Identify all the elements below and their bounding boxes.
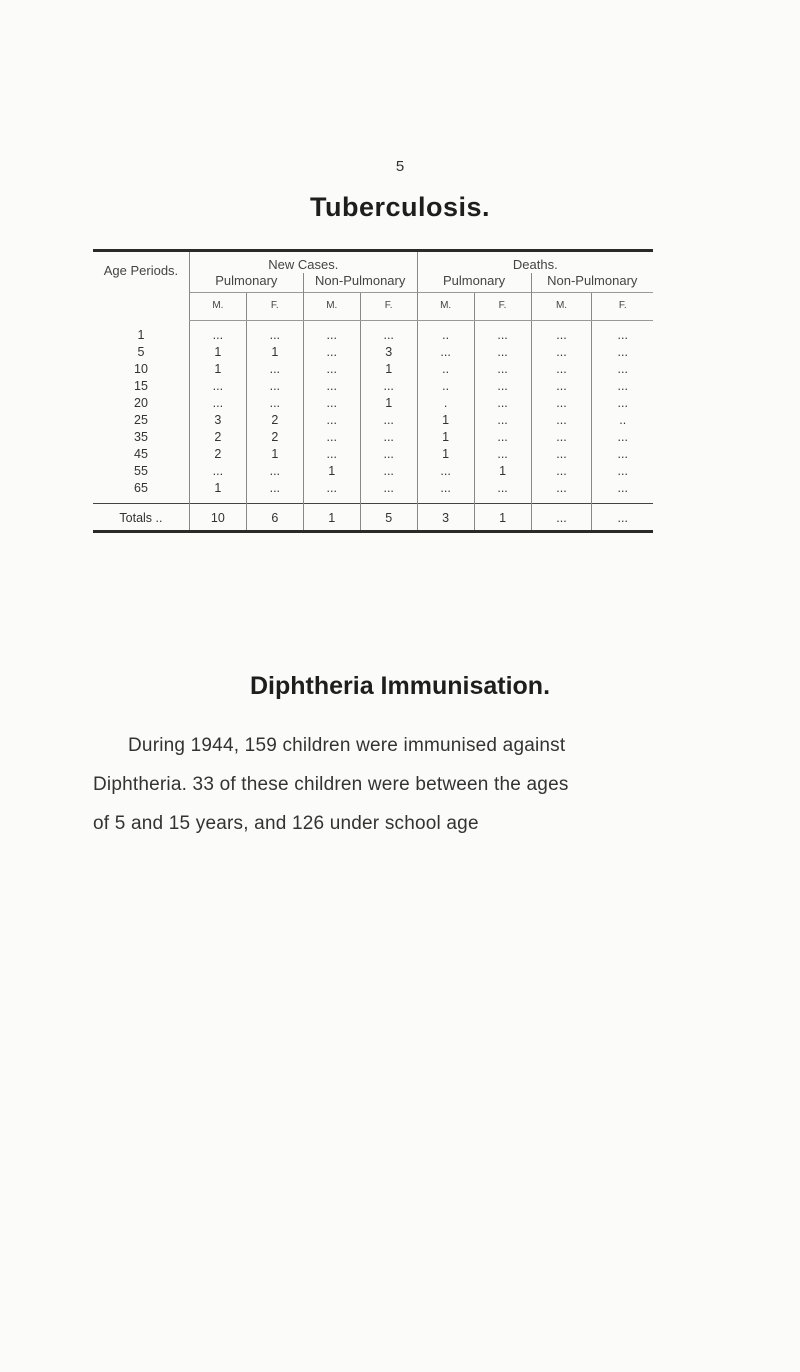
table-row [93, 361, 653, 378]
value-cell: ... [474, 412, 531, 429]
deaths-pulmonary-header: Pulmonary [417, 273, 531, 293]
value-cell: ... [592, 321, 653, 345]
value-cell: 1 [360, 361, 417, 378]
table-row [93, 395, 653, 412]
value-cell: ... [531, 480, 592, 504]
value-cell: ... [592, 463, 653, 480]
value-cell: ... [417, 463, 474, 480]
value-cell: ... [303, 321, 360, 345]
age-cell: 10 [134, 362, 148, 376]
total-cell: 5 [360, 504, 417, 532]
value-cell: ... [417, 480, 474, 504]
age-periods-header: Age Periods. [103, 263, 179, 278]
value-cell: ... [246, 395, 303, 412]
tuberculosis-table [93, 249, 653, 533]
value-cell: ... [360, 412, 417, 429]
value-cell: ... [360, 480, 417, 504]
sex-header-f: F. [360, 293, 417, 321]
value-cell: ... [189, 378, 246, 395]
value-cell: ... [592, 344, 653, 361]
value-cell: ... [303, 378, 360, 395]
value-cell: 3 [360, 344, 417, 361]
page-number: 5 [395, 158, 405, 175]
value-cell: ... [592, 361, 653, 378]
value-cell: ... [474, 378, 531, 395]
section-title: Diphtheria Immunisation. [249, 672, 551, 700]
table-row [93, 463, 653, 480]
value-cell: ... [474, 395, 531, 412]
age-cell: 55 [134, 464, 148, 478]
age-cell: 45 [134, 447, 148, 461]
new-cases-non-pulmonary-header: Non-Pulmonary [303, 273, 417, 293]
value-cell: ... [189, 395, 246, 412]
value-cell: ... [246, 463, 303, 480]
value-cell: ... [417, 344, 474, 361]
value-cell: 1 [474, 463, 531, 480]
value-cell: ... [531, 321, 592, 345]
new-cases-header: New Cases. [189, 251, 417, 274]
value-cell: .. [417, 361, 474, 378]
totals-label: Totals .. [93, 504, 189, 532]
value-cell: 1 [417, 446, 474, 463]
value-cell: ... [474, 344, 531, 361]
value-cell: 3 [189, 412, 246, 429]
table-row [93, 412, 653, 429]
value-cell: ... [474, 361, 531, 378]
value-cell: ... [246, 480, 303, 504]
value-cell: ... [531, 395, 592, 412]
value-cell: ... [246, 378, 303, 395]
immunisation-paragraph [93, 726, 693, 843]
value-cell: ... [592, 429, 653, 446]
table-row [93, 429, 653, 446]
value-cell: ... [303, 395, 360, 412]
value-cell: 1 [303, 463, 360, 480]
table-row [93, 446, 653, 463]
paragraph-line: of 5 and 15 years, and 126 under school age [93, 813, 479, 834]
sex-header-f: F. [246, 293, 303, 321]
value-cell: 1 [246, 446, 303, 463]
value-cell: ... [531, 344, 592, 361]
value-cell: ... [531, 429, 592, 446]
total-cell: 1 [474, 504, 531, 532]
total-cell: ... [592, 504, 653, 532]
value-cell: ... [474, 446, 531, 463]
value-cell: ... [303, 361, 360, 378]
value-cell: ... [303, 412, 360, 429]
value-cell: 2 [189, 446, 246, 463]
age-cell: 65 [134, 481, 148, 495]
table-row [93, 480, 653, 504]
value-cell: ... [592, 378, 653, 395]
table-row [93, 321, 653, 345]
value-cell: .. [417, 321, 474, 345]
value-cell: ... [189, 321, 246, 345]
value-cell: 1 [417, 412, 474, 429]
total-cell: 6 [246, 504, 303, 532]
value-cell: 1 [246, 344, 303, 361]
total-cell: 3 [417, 504, 474, 532]
total-cell: 1 [303, 504, 360, 532]
value-cell: 1 [360, 395, 417, 412]
value-cell: ... [360, 463, 417, 480]
age-cell: 20 [134, 396, 148, 410]
sex-header-m: M. [531, 293, 592, 321]
value-cell: ... [474, 429, 531, 446]
age-cell: 35 [134, 430, 148, 444]
age-cell: 5 [137, 345, 145, 359]
value-cell: ... [531, 463, 592, 480]
value-cell: ... [531, 378, 592, 395]
value-cell: ... [360, 446, 417, 463]
sex-header-f: F. [592, 293, 653, 321]
value-cell: .. [417, 378, 474, 395]
value-cell: ... [592, 395, 653, 412]
value-cell: ... [531, 361, 592, 378]
value-cell: ... [303, 480, 360, 504]
paragraph-line: During 1944, 159 children were immunised against [128, 735, 566, 756]
value-cell: 1 [189, 361, 246, 378]
value-cell: ... [246, 361, 303, 378]
value-cell: ... [592, 446, 653, 463]
value-cell: ... [360, 378, 417, 395]
value-cell: ... [360, 429, 417, 446]
value-cell: ... [303, 344, 360, 361]
value-cell: 1 [189, 480, 246, 504]
value-cell: ... [246, 321, 303, 345]
totals-row [93, 504, 653, 532]
value-cell: .. [592, 412, 653, 429]
value-cell: 2 [246, 412, 303, 429]
age-cell: 25 [134, 413, 148, 427]
deaths-non-pulmonary-header: Non-Pulmonary [531, 273, 653, 293]
value-cell: ... [531, 412, 592, 429]
value-cell: ... [360, 321, 417, 345]
value-cell: 1 [417, 429, 474, 446]
value-cell: ... [189, 463, 246, 480]
value-cell: ... [474, 321, 531, 345]
total-cell: 10 [189, 504, 246, 532]
value-cell: 1 [189, 344, 246, 361]
value-cell: ... [592, 480, 653, 504]
age-cell: 15 [134, 379, 148, 393]
value-cell: ... [303, 429, 360, 446]
paragraph-line: Diphtheria. 33 of these children were between the ages [93, 774, 569, 795]
total-cell: ... [531, 504, 592, 532]
sex-header-m: M. [417, 293, 474, 321]
value-cell: ... [531, 446, 592, 463]
value-cell: ... [474, 480, 531, 504]
value-cell: 2 [189, 429, 246, 446]
value-cell: ... [303, 446, 360, 463]
value-cell: . [417, 395, 474, 412]
age-cell: 1 [137, 327, 145, 342]
sex-header-m: M. [303, 293, 360, 321]
page-title: Tuberculosis. [309, 192, 491, 222]
sex-header-f: F. [474, 293, 531, 321]
table-row [93, 344, 653, 361]
value-cell: 2 [246, 429, 303, 446]
sex-header-m: M. [189, 293, 246, 321]
table-row [93, 378, 653, 395]
deaths-header: Deaths. [417, 251, 653, 274]
new-cases-pulmonary-header: Pulmonary [189, 273, 303, 293]
